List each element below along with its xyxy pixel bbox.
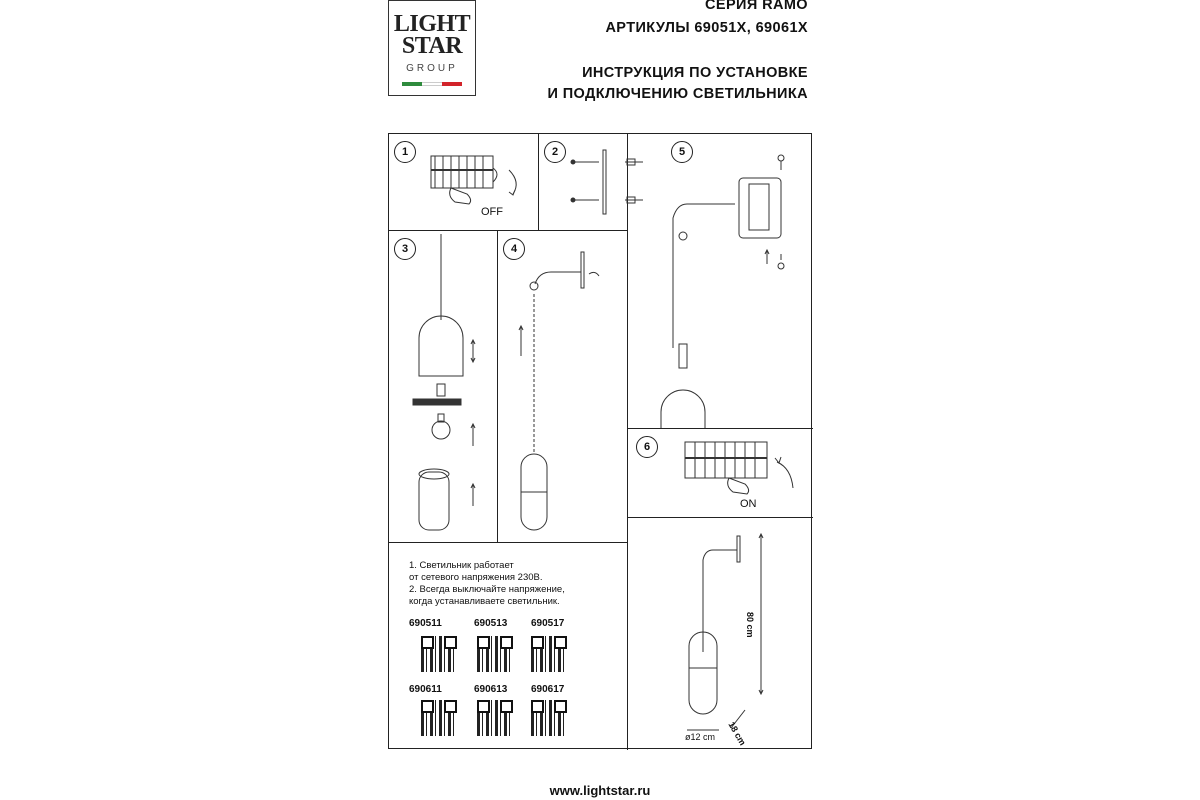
article-code: 690517 bbox=[531, 618, 565, 629]
logo-text-group: GROUP bbox=[406, 63, 458, 74]
qr-code-icon[interactable] bbox=[421, 700, 457, 736]
series-title: СЕРИЯ RAMO bbox=[705, 0, 808, 13]
step-number-3: 3 bbox=[394, 238, 416, 260]
step-number-6: 6 bbox=[636, 436, 658, 458]
depth-dimension-label: 18 cm bbox=[726, 720, 748, 748]
note-line-2: от сетевого напряжения 230В. bbox=[409, 572, 543, 583]
off-label: OFF bbox=[481, 206, 503, 218]
qr-code-icon[interactable] bbox=[421, 636, 457, 672]
height-dimension-label: 80 cm bbox=[745, 612, 755, 638]
instruction-title-line1: ИНСТРУКЦИЯ ПО УСТАНОВКЕ bbox=[582, 65, 808, 81]
hand-icon bbox=[450, 188, 471, 204]
note-line-1: 1. Светильник работает bbox=[409, 560, 514, 571]
instruction-panel bbox=[388, 133, 812, 749]
step-number-4: 4 bbox=[503, 238, 525, 260]
article-code: 690511 bbox=[409, 618, 442, 629]
diameter-dimension-label: ø12 cm bbox=[685, 732, 716, 742]
article-code: 690613 bbox=[474, 684, 508, 695]
step-number-2: 2 bbox=[544, 141, 566, 163]
note-line-4: когда устанавливаете светильник. bbox=[409, 596, 560, 607]
qr-code-icon[interactable] bbox=[477, 700, 513, 736]
circuit-breaker-icon bbox=[431, 156, 497, 188]
article-code: 690617 bbox=[531, 684, 565, 695]
brand-logo bbox=[388, 0, 476, 96]
qr-code-icon[interactable] bbox=[531, 636, 567, 672]
on-label: ON bbox=[740, 498, 757, 510]
qr-code-icon[interactable] bbox=[477, 636, 513, 672]
logo-text-star: STAR bbox=[401, 33, 463, 59]
logo-text-light: LIGHT bbox=[393, 11, 471, 37]
lamp-parts-icon bbox=[413, 234, 475, 530]
wall-mount-icon bbox=[661, 155, 784, 428]
qr-code-icon[interactable] bbox=[531, 700, 567, 736]
article-code: 690513 bbox=[474, 618, 508, 629]
pendant-assembly-icon bbox=[519, 252, 599, 530]
italian-flag-icon bbox=[402, 82, 462, 86]
rotate-arrow-icon bbox=[509, 170, 516, 195]
website-link[interactable]: www.lightstar.ru bbox=[549, 783, 651, 798]
article-code: 690611 bbox=[409, 684, 442, 695]
articles-title: АРТИКУЛЫ 69051X, 69061X bbox=[605, 20, 808, 36]
step-number-5: 5 bbox=[671, 141, 693, 163]
screws-icon bbox=[571, 150, 643, 214]
note-line-3: 2. Всегда выключайте напряжение, bbox=[409, 584, 565, 595]
step-number-1: 1 bbox=[394, 141, 416, 163]
circuit-breaker-on-icon bbox=[685, 442, 793, 494]
instruction-title-line2: И ПОДКЛЮЧЕНИЮ СВЕТИЛЬНИКА bbox=[547, 86, 808, 102]
